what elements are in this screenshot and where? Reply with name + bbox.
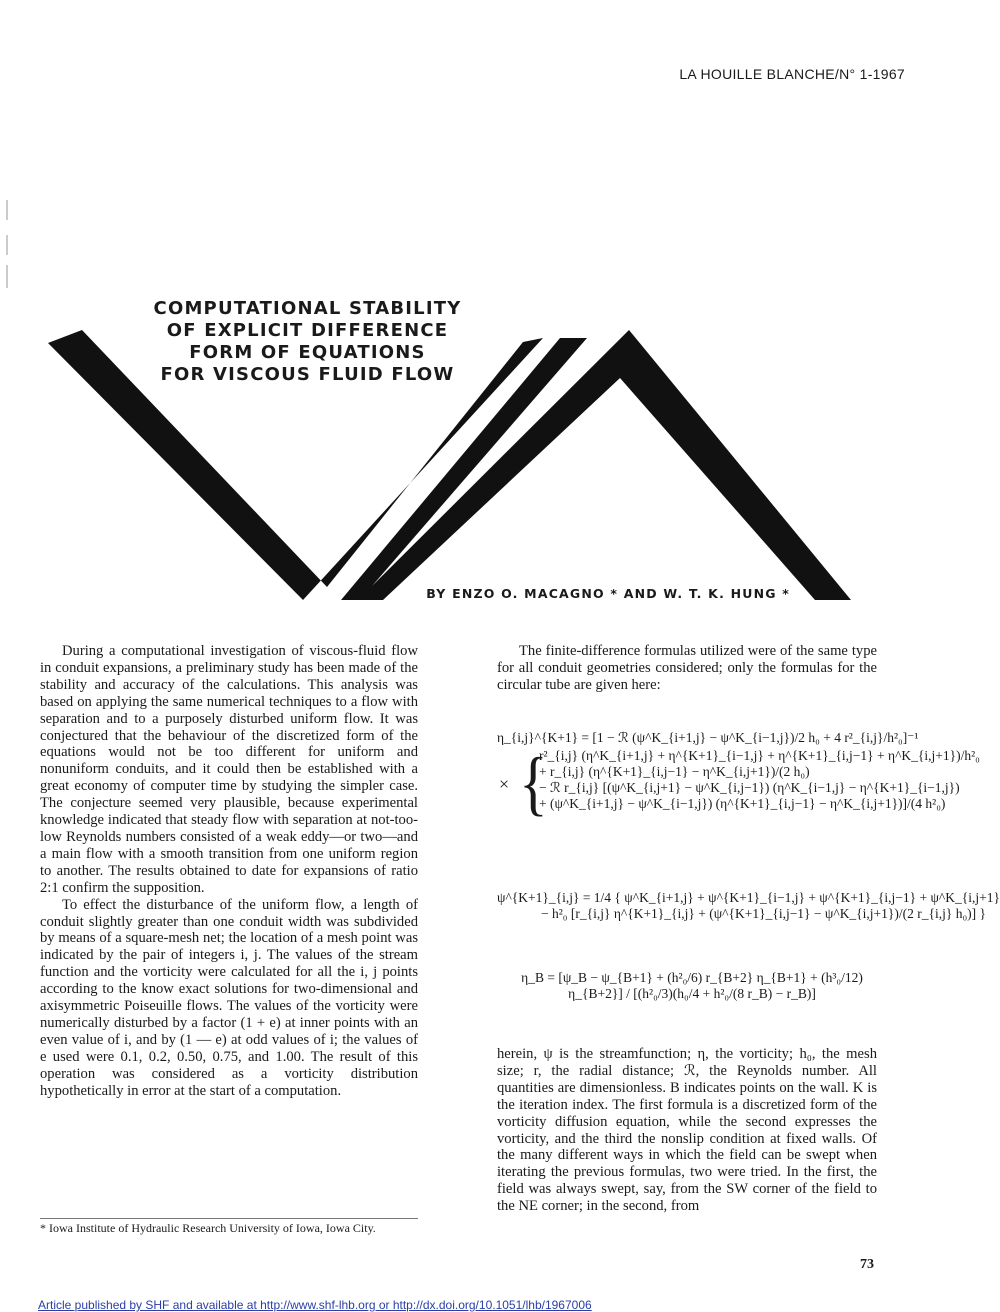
eq2-line-2: − h²₀ [r_{i,j} η^{K+1}_{i,j} + (ψ^{K+1}_{i,j−1} − ψ^K_{i,j+1})/(2 r_{i,j} h₀)] } xyxy=(541,906,987,921)
equation-streamfunction xyxy=(497,890,1000,922)
left-column xyxy=(40,643,418,1099)
article-title xyxy=(135,298,480,386)
paragraph-definitions: herein, ψ is the streamfunction; η, the vorticity; h₀, the mesh size; r, the radial distance; ℛ, the Reynolds number. All quantities are dimensionless. B indicates points on the wall. K is the iteration index. The first formula is a discretized form of the vorticity diffusion equation, while the second expresses the vorticity, and the third the nonslip condition at fixed walls. Of the many different ways in which the field can be swept when iterating the previous formulas, two were tried. In the first, the field was always swept, say, from the SW corner of the field to the NE corner; in the second, from xyxy=(497,1046,877,1215)
eq1-line-2: r²_{i,j} (η^K_{i+1,j} + η^{K+1}_{i−1,j} + η^{K+1}_{i,j−1} + η^K_{i,j+1})/h²₀ xyxy=(539,748,980,763)
title-line-1: COMPUTATIONAL STABILITY xyxy=(153,298,462,319)
eq1-line-4: − ℛ r_{i,j} [(ψ^K_{i,j+1} − ψ^K_{i,j−1}) (η^K_{i−1,j} − η^{K+1}_{i−1,j}) xyxy=(539,780,960,795)
title-line-4: FOR VISCOUS FLUID FLOW xyxy=(160,364,455,385)
eq2-line-1: ψ^{K+1}_{i,j} = 1/4 { ψ^K_{i+1,j} + ψ^{K+1}_{i−1,j} + ψ^{K+1}_{i,j−1} + ψ^K_{i,j+1} xyxy=(497,890,1000,905)
title-line-2: OF EXPLICIT DIFFERENCE xyxy=(166,320,449,341)
brace-left: { xyxy=(519,743,548,823)
footnote: * Iowa Institute of Hydraulic Research University of Iowa, Iowa City. xyxy=(40,1221,376,1235)
equation-wall-condition xyxy=(497,970,887,1002)
running-head: LA HOUILLE BLANCHE/N° 1-1967 xyxy=(679,66,905,82)
multiply-sign: × xyxy=(499,774,510,794)
page-number: 73 xyxy=(860,1257,874,1272)
paragraph-disturbance: To effect the disturbance of the uniform flow, a length of conduit slightly greater than one conduit width was subdivided by means of a square-mesh net; the location of a mesh point was indicated by the pair of integers i, j. The values of the stream function and the vorticity were calculated for all the i, j points according to the know exact solutions for two-dimensional and axisymmetric Poiseuille flows. The values of the vorticity were numerically disturbed by a factor (1 + e) at inner points with an even value of i, and by (1 — e) at odd values of i; the values of e used were 0.1, 0.2, 0.50, 0.75, and 1.00. The result of this operation was considered as a vorticity distribution hypothetically in error at the start of a computation. xyxy=(40,896,418,1099)
eq1-line-3: + r_{i,j} (η^{K+1}_{i,j−1} − η^K_{i,j+1})/(2 h₀) xyxy=(539,764,810,779)
article-source-link[interactable]: Article published by SHF and available at http://www.shf-lhb.org or http://dx.doi.org/10.1051/lhb/1967006 xyxy=(38,1298,592,1312)
right-column-intro xyxy=(497,643,877,694)
equation-vorticity xyxy=(497,730,980,823)
paragraph-formulas-intro: The finite-difference formulas utilized were of the same type for all conduit geometries considered; only the formulas for the circular tube are given here: xyxy=(497,643,877,693)
author-byline: BY ENZO O. MACAGNO * AND W. T. K. HUNG * xyxy=(426,586,790,601)
right-column-body xyxy=(497,1046,877,1215)
footnote-rule xyxy=(40,1218,418,1219)
paragraph-intro: During a computational investigation of viscous-fluid flow in conduit expansions, a preliminary study has been made of the stability and accuracy of the calculations. This analysis was based on applying the same numerical techniques to a flow with separation and to a purposely disturbed uniform flow. It was conjectured that the behaviour of the discretized form of the equations would not be too different for uniform and nonuniform conduits, and it could then be established with a great economy of computer time by studying the simpler case. The conjecture seemed very plausible, because experimental knowledge indicated that steady flow with separation at not-too-low Reynolds numbers consisted of a weak eddy—or two—and a main flow with a smooth transition from one uniform region to another. The results obtained to date for expansions of ratio 2:1 confirm the supposition. xyxy=(40,643,418,896)
eq1-line-5: + (ψ^K_{i+1,j} − ψ^K_{i−1,j}) (η^{K+1}_{i,j−1} − η^K_{i,j+1})]/(4 h²₀) xyxy=(539,796,946,811)
title-line-3: FORM OF EQUATIONS xyxy=(189,342,426,363)
eq3: η_B = [ψ_B − ψ_{B+1} + (h²₀/6) r_{B+2} η_{B+1} + (h³₀/12) η_{B+2}] / [(h²₀/3)(h₀/4 + h²₀/(8 r_B) − r_B)] xyxy=(521,970,863,1001)
eq1-line-1: η_{i,j}^{K+1} = [1 − ℛ (ψ^K_{i+1,j} − ψ^K_{i−1,j})/2 h₀ + 4 r²_{i,j}/h²₀]⁻¹ xyxy=(497,730,919,745)
